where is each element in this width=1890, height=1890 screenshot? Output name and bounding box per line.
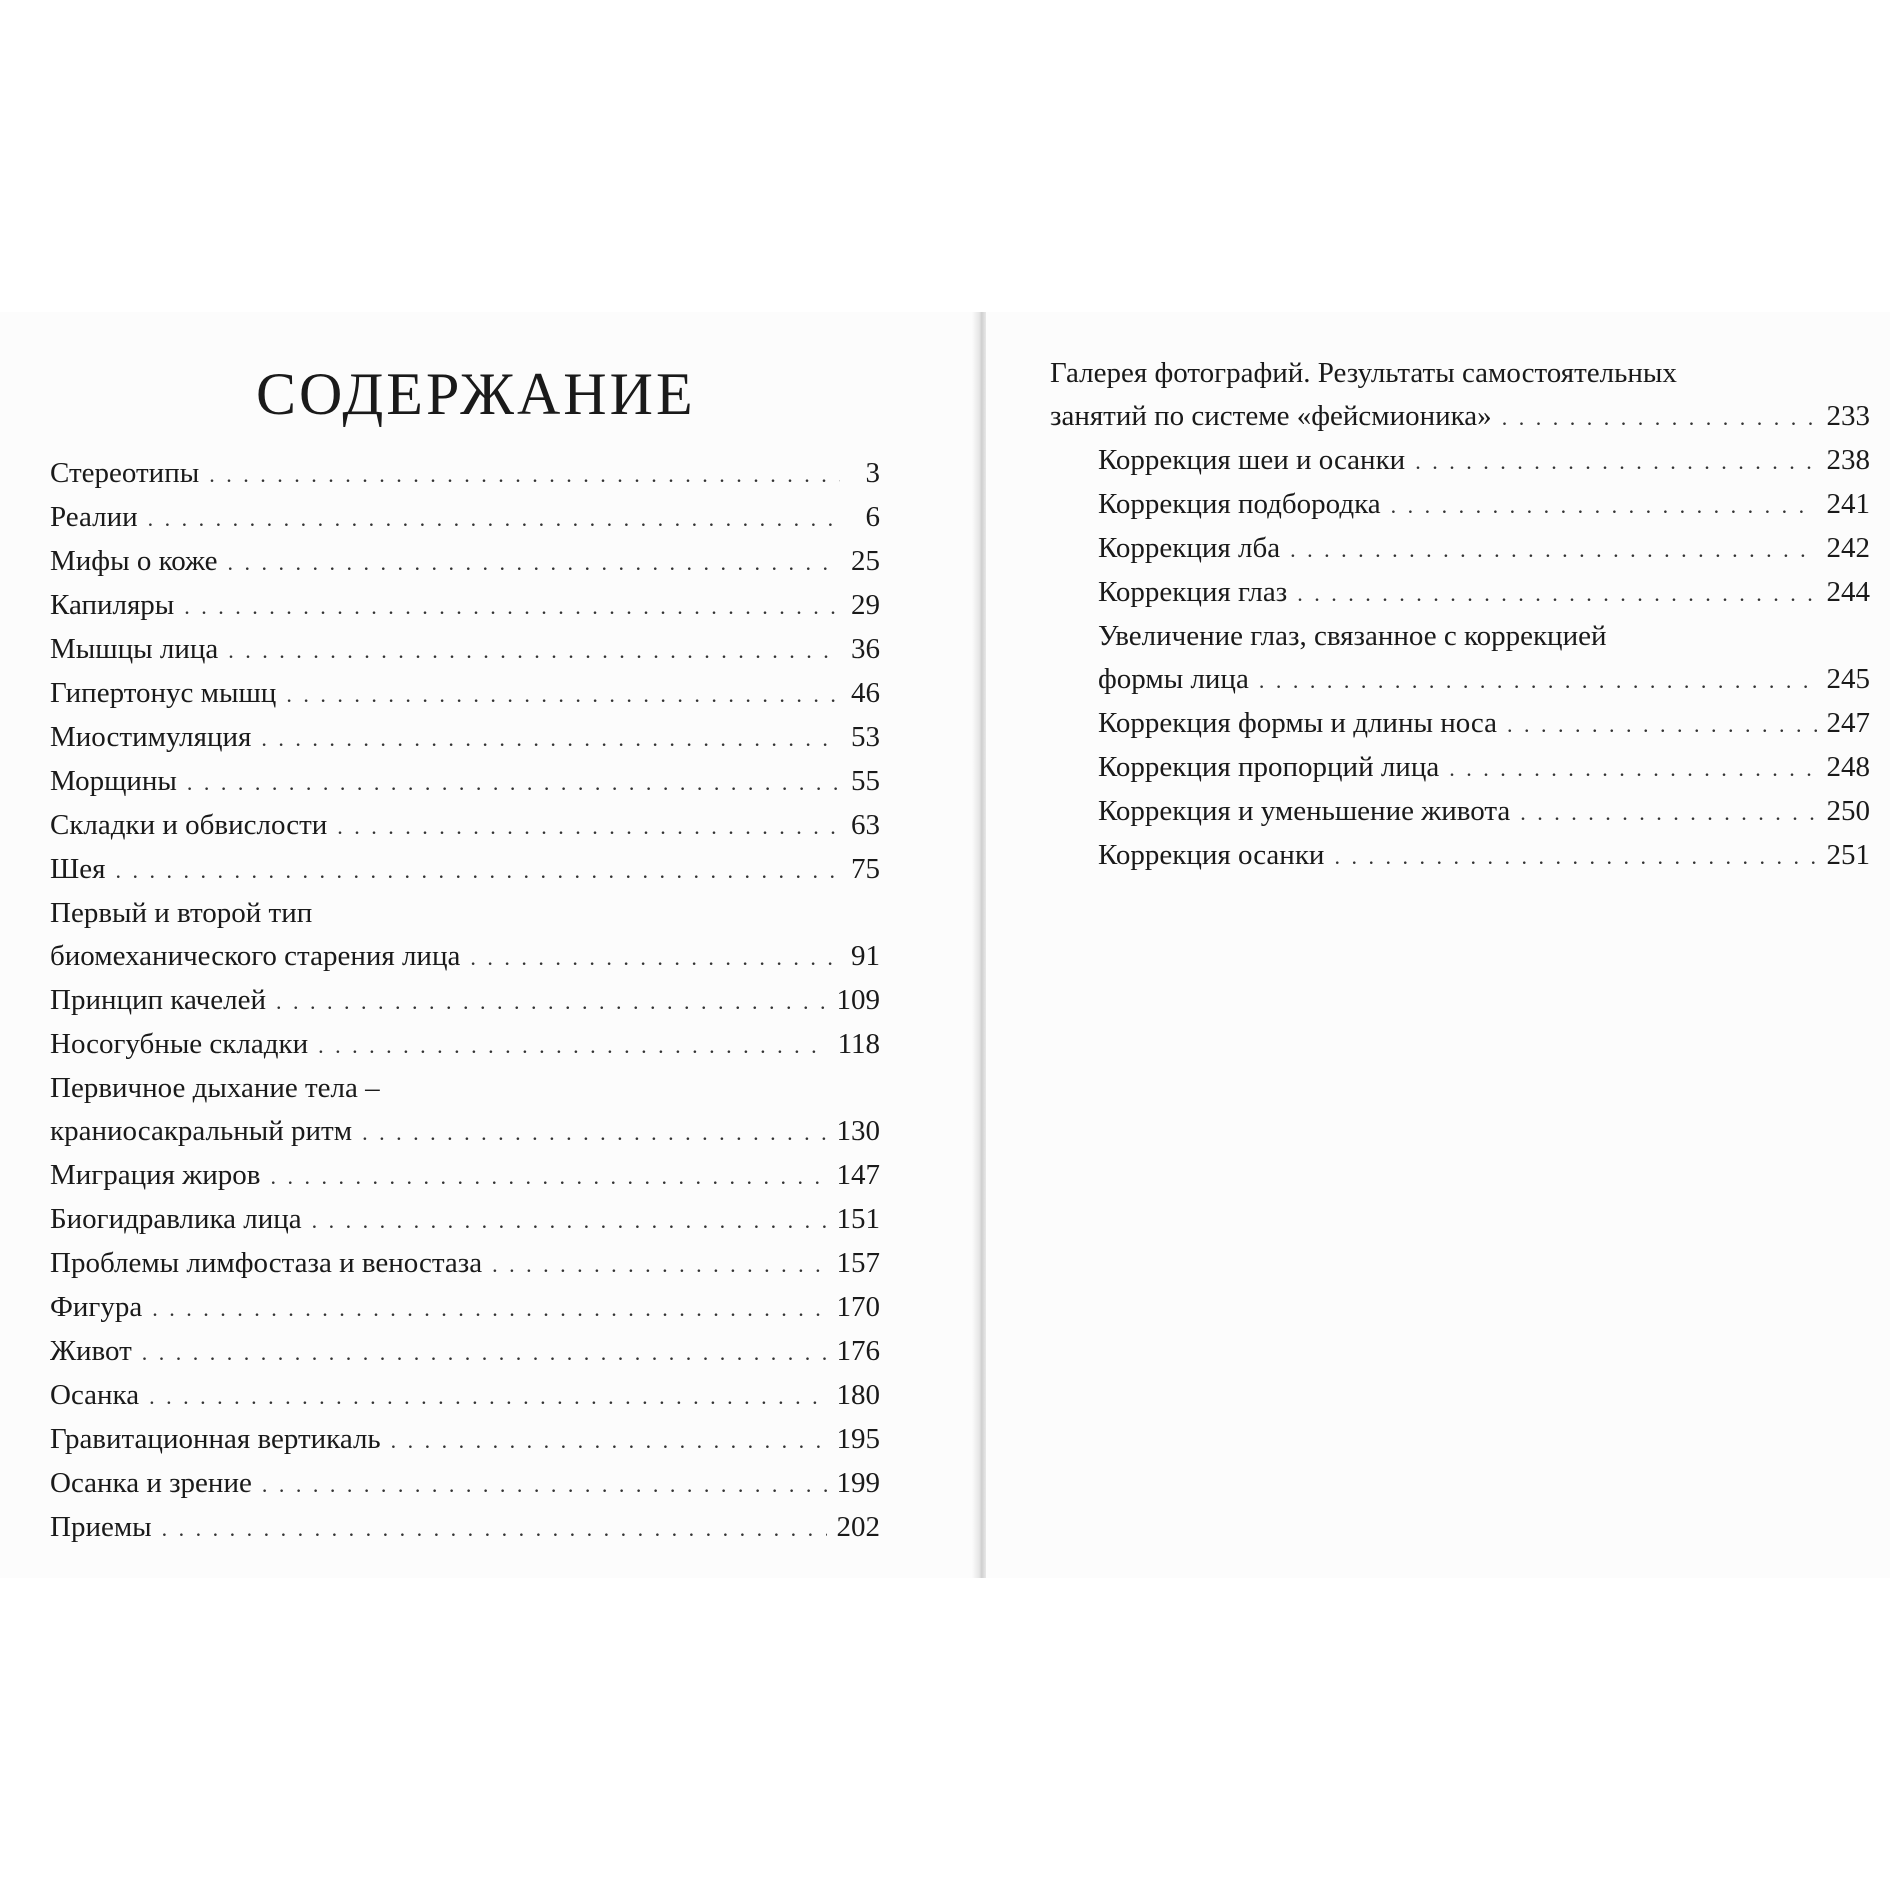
entry-page: 75 — [851, 853, 880, 885]
entry-page: 29 — [851, 589, 880, 621]
toc-entry — [50, 1462, 880, 1506]
dot-leader — [149, 1375, 826, 1418]
entry-page: 170 — [836, 1291, 880, 1323]
toc-left-list — [50, 452, 880, 1550]
entry-page: 248 — [1826, 751, 1870, 783]
toc-entry — [50, 540, 880, 584]
entry-title: Мышцы лица — [50, 633, 219, 665]
toc-entry — [50, 1286, 880, 1330]
entry-title: Коррекция лба — [1098, 532, 1281, 564]
toc-entry — [50, 892, 880, 979]
dot-leader — [391, 1419, 827, 1462]
dot-leader — [261, 717, 840, 760]
dot-leader — [152, 1287, 826, 1330]
entry-page: 118 — [837, 1028, 880, 1060]
entry-title: Принцип качелей — [50, 984, 266, 1016]
left-page — [0, 312, 982, 1578]
entry-title-line1: Первичное дыхание тела – — [50, 1072, 380, 1104]
book-spread — [0, 312, 1890, 1578]
entry-title: Капиляры — [50, 589, 175, 621]
entry-page: 63 — [851, 809, 880, 841]
entry-title: Миостимуляция — [50, 721, 252, 753]
dot-leader — [142, 1331, 827, 1374]
toc-entry — [1050, 439, 1870, 483]
entry-title: Морщины — [50, 765, 177, 797]
entry-page: 6 — [865, 501, 880, 533]
toc-entry — [1050, 527, 1870, 571]
entry-page: 91 — [851, 940, 880, 972]
dot-leader — [228, 541, 840, 584]
dot-leader — [262, 1463, 827, 1506]
entry-title: занятий по системе «фейсмионика» — [1050, 400, 1492, 432]
entry-page: 233 — [1826, 400, 1870, 432]
toc-entry — [50, 1506, 880, 1550]
entry-title: Осанка и зрение — [50, 1467, 252, 1499]
entry-page: 195 — [836, 1423, 880, 1455]
entry-title: биомеханического старения лица — [50, 940, 461, 972]
toc-right-list — [1050, 352, 1870, 878]
dot-leader — [312, 1199, 827, 1242]
toc-entry — [50, 848, 880, 892]
entry-title: Фигура — [50, 1291, 143, 1323]
entry-title: Коррекция осанки — [1098, 839, 1325, 871]
toc-entry — [50, 584, 880, 628]
toc-entry — [50, 760, 880, 804]
toc-entry — [50, 1330, 880, 1374]
toc-entry — [50, 716, 880, 760]
dot-leader — [115, 849, 840, 892]
entry-title: Стереотипы — [50, 457, 200, 489]
dot-leader — [228, 629, 840, 672]
toc-entry — [50, 804, 880, 848]
entry-title: Коррекция подбородка — [1098, 488, 1381, 520]
entry-page: 250 — [1826, 795, 1870, 827]
dot-leader — [1502, 396, 1817, 439]
dot-leader — [492, 1243, 826, 1286]
entry-page: 46 — [851, 677, 880, 709]
contents-title: СОДЕРЖАНИЕ — [256, 361, 696, 427]
entry-title: Гипертонус мышц — [50, 677, 277, 709]
dot-leader — [184, 585, 840, 628]
entry-page: 242 — [1826, 532, 1870, 564]
dot-leader — [162, 1507, 827, 1550]
entry-page: 25 — [851, 545, 880, 577]
entry-title: краниосакральный ритм — [50, 1115, 353, 1147]
entry-title: Коррекция глаз — [1098, 576, 1288, 608]
entry-page: 244 — [1826, 576, 1870, 608]
toc-entry — [50, 496, 880, 540]
entry-title: формы лица — [1098, 663, 1249, 695]
toc-entry — [50, 672, 880, 716]
entry-title: Реалии — [50, 501, 138, 533]
entry-page: 199 — [836, 1467, 880, 1499]
entry-page: 202 — [836, 1511, 880, 1543]
entry-page: 55 — [851, 765, 880, 797]
toc-entry — [1050, 790, 1870, 834]
entry-page: 3 — [865, 457, 880, 489]
entry-page: 245 — [1826, 663, 1870, 695]
entry-page: 130 — [836, 1115, 880, 1147]
toc-entry — [50, 1374, 880, 1418]
entry-title: Коррекция шеи и осанки — [1098, 444, 1406, 476]
entry-page: 53 — [851, 721, 880, 753]
toc-entry — [50, 979, 880, 1023]
toc-entry — [1050, 615, 1870, 702]
entry-page: 241 — [1826, 488, 1870, 520]
entry-title-line1: Первый и второй тип — [50, 897, 313, 929]
entry-page: 238 — [1826, 444, 1870, 476]
dot-leader — [209, 453, 840, 496]
entry-title: Приемы — [50, 1511, 152, 1543]
dot-leader — [1520, 791, 1816, 834]
entry-title: Складки и обвислости — [50, 809, 328, 841]
dot-leader — [1391, 484, 1817, 527]
entry-title-line1: Увеличение глаз, связанное с коррекцией — [1098, 620, 1607, 652]
toc-entry — [50, 1154, 880, 1198]
toc-entry — [1050, 571, 1870, 615]
dot-leader — [362, 1111, 826, 1154]
toc-entry — [50, 1198, 880, 1242]
dot-leader — [270, 1155, 826, 1198]
dot-leader — [187, 761, 840, 804]
toc-entry — [1050, 352, 1870, 439]
entry-page: 180 — [836, 1379, 880, 1411]
entry-title: Миграция жиров — [50, 1159, 261, 1191]
toc-entry — [1050, 702, 1870, 746]
dot-leader — [1334, 835, 1816, 878]
entry-title: Шея — [50, 853, 106, 885]
dot-leader — [1297, 572, 1816, 615]
entry-title-line1: Галерея фотографий. Результаты самостоятельных — [1050, 357, 1677, 389]
entry-title: Гравитационная вертикаль — [50, 1423, 381, 1455]
entry-title: Живот — [50, 1335, 132, 1367]
entry-title: Мифы о коже — [50, 545, 218, 577]
toc-entry — [50, 452, 880, 496]
entry-title: Биогидравлика лица — [50, 1203, 302, 1235]
dot-leader — [276, 980, 827, 1023]
entry-page: 157 — [836, 1247, 880, 1279]
dot-leader — [1415, 440, 1816, 483]
toc-entry — [50, 628, 880, 672]
entry-page: 247 — [1826, 707, 1870, 739]
entry-page: 109 — [836, 984, 880, 1016]
entry-page: 147 — [836, 1159, 880, 1191]
entry-title: Коррекция пропорций лица — [1098, 751, 1440, 783]
entry-page: 251 — [1826, 839, 1870, 871]
entry-title: Коррекция и уменьшение живота — [1098, 795, 1511, 827]
entry-title: Носогубные складки — [50, 1028, 309, 1060]
toc-entry — [50, 1242, 880, 1286]
toc-entry — [50, 1023, 880, 1067]
entry-title: Осанка — [50, 1379, 140, 1411]
dot-leader — [1290, 528, 1816, 571]
dot-leader — [470, 936, 840, 979]
dot-leader — [337, 805, 840, 848]
entry-title: Проблемы лимфостаза и веностаза — [50, 1247, 483, 1279]
dot-leader — [318, 1024, 827, 1067]
dot-leader — [1507, 703, 1816, 746]
toc-entry — [1050, 483, 1870, 527]
dot-leader — [1449, 747, 1816, 790]
dot-leader — [148, 497, 840, 540]
dot-leader — [1259, 659, 1817, 702]
toc-entry — [50, 1418, 880, 1462]
entry-page: 176 — [836, 1335, 880, 1367]
entry-page: 151 — [836, 1203, 880, 1235]
toc-entry — [50, 1067, 880, 1154]
entry-title: Коррекция формы и длины носа — [1098, 707, 1498, 739]
toc-entry — [1050, 834, 1870, 878]
dot-leader — [286, 673, 840, 716]
entry-page: 36 — [851, 633, 880, 665]
toc-entry — [1050, 746, 1870, 790]
